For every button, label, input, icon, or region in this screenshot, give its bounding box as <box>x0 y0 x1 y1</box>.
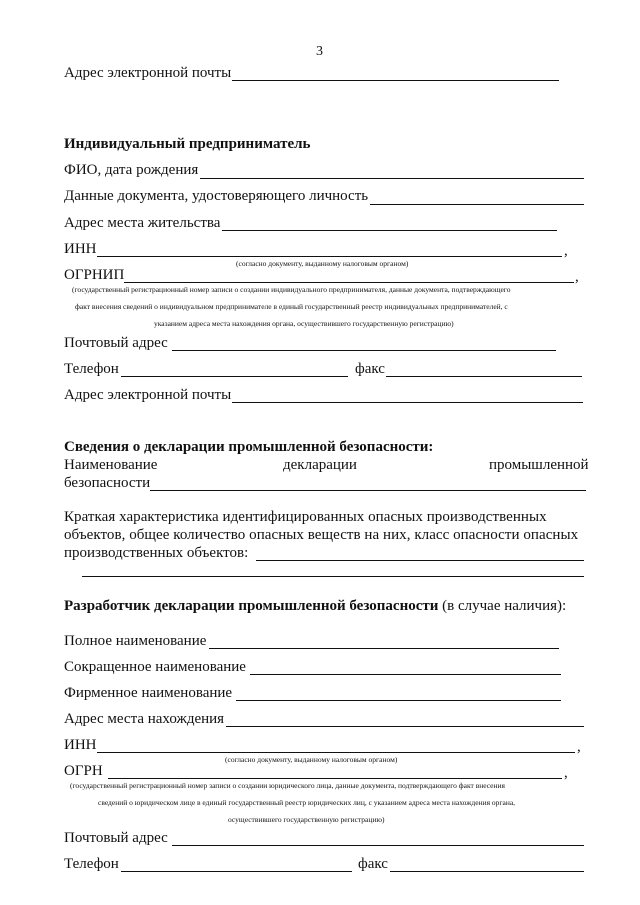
ip-postal-label: Почтовый адрес <box>64 335 168 351</box>
dev-brand-name-line[interactable] <box>236 700 561 701</box>
declaration-name-word-4: безопасности <box>64 475 151 491</box>
developer-heading-rest: (в случае наличия): <box>438 598 567 614</box>
declaration-brief-2: объектов, общее количество опасных веществ на них, класс опасности опасных <box>64 527 579 543</box>
dev-short-name-line[interactable] <box>250 674 561 675</box>
ip-fio-label: ФИО, дата рождения <box>64 162 199 178</box>
dev-inn-label: ИНН <box>64 737 97 753</box>
ip-fax-line[interactable] <box>386 376 582 377</box>
ip-phone-label: Телефон <box>64 361 119 377</box>
dev-phone-line[interactable] <box>121 871 352 872</box>
dev-location-label: Адрес места нахождения <box>64 711 225 727</box>
developer-heading-bold: Разработчик декларации промышленной безопасности <box>64 598 439 614</box>
dev-ogrn-label: ОГРН <box>64 763 103 779</box>
email-label-top: Адрес электронной почты <box>64 65 232 81</box>
dev-phone-label: Телефон <box>64 856 119 872</box>
ip-fax-label: факс <box>355 361 385 377</box>
dev-location-line[interactable] <box>226 726 584 727</box>
declaration-brief-1: Краткая характеристика идентифицированных опасных производственных <box>64 509 547 525</box>
declaration-brief-3: производственных объектов: <box>64 545 249 561</box>
dev-ogrn-comma: , <box>564 765 568 781</box>
ip-heading: Индивидуальный предприниматель <box>64 136 311 152</box>
ip-inn-note: (согласно документу, выданному налоговым органом) <box>236 259 409 268</box>
dev-ogrn-note-3: осуществившего государственную регистрацию) <box>228 815 385 824</box>
dev-fax-line[interactable] <box>390 871 584 872</box>
dev-brand-name-label: Фирменное наименование <box>64 685 233 701</box>
ip-email-label: Адрес электронной почты <box>64 387 232 403</box>
ip-ogrnip-note-2: факт внесения сведений о индивидуальном предпринимателе в единый государственный реестр индивидуальных предпринимателей, с <box>75 302 508 311</box>
dev-full-name-label: Полное наименование <box>64 633 207 649</box>
declaration-name-word-1: Наименование <box>64 457 158 473</box>
email-line-top[interactable] <box>232 80 559 81</box>
ip-postal-line[interactable] <box>172 350 556 351</box>
dev-postal-line[interactable] <box>172 845 584 846</box>
dev-inn-comma: , <box>577 739 581 755</box>
dev-inn-note: (согласно документу, выданному налоговым органом) <box>225 755 398 764</box>
dev-fax-label: факс <box>358 856 388 872</box>
developer-heading <box>64 597 566 615</box>
declaration-name-word-3: промышленной <box>489 457 589 473</box>
ip-inn-line[interactable] <box>97 256 562 257</box>
dev-ogrn-line[interactable] <box>108 778 562 779</box>
ip-residence-line[interactable] <box>222 230 557 231</box>
dev-full-name-line[interactable] <box>209 648 559 649</box>
declaration-brief-line-2[interactable] <box>82 576 584 577</box>
ip-email-line[interactable] <box>232 402 583 403</box>
page-number: 3 <box>316 44 323 59</box>
declaration-brief-line-1[interactable] <box>256 560 584 561</box>
ip-fio-line[interactable] <box>200 178 584 179</box>
dev-short-name-label: Сокращенное наименование <box>64 659 246 675</box>
ip-ogrnip-line[interactable] <box>124 282 574 283</box>
dev-postal-label: Почтовый адрес <box>64 830 168 846</box>
ip-doc-label: Данные документа, удостоверяющего личность <box>64 188 369 204</box>
ip-doc-line[interactable] <box>370 204 584 205</box>
dev-inn-line[interactable] <box>97 752 575 753</box>
ip-residence-label: Адрес места жительства <box>64 215 221 231</box>
ip-ogrnip-note-1: (государственный регистрационный номер записи о создании индивидуального предпринимателя, данные документа, подтверждающего <box>72 285 511 294</box>
declaration-name-line[interactable] <box>150 490 586 491</box>
ip-inn-label: ИНН <box>64 241 97 257</box>
declaration-name-word-2: декларации <box>283 457 357 473</box>
ip-ogrnip-note-3: указанием адреса места нахождения органа, осуществившего государственную регистрацию) <box>154 319 454 328</box>
declaration-heading: Сведения о декларации промышленной безопасности: <box>64 439 434 455</box>
dev-ogrn-note-2: сведений о юридическом лице в единый государственный реестр юридических лиц, с указанием адреса места нахождения органа, <box>98 798 516 807</box>
ip-phone-line[interactable] <box>121 376 348 377</box>
ip-ogrnip-label: ОГРНИП <box>64 267 125 283</box>
dev-ogrn-note-1: (государственный регистрационный номер записи о создании юридического лица, данные документа, подтверждающего факт внесения <box>70 781 505 790</box>
ip-inn-comma: , <box>564 243 568 259</box>
ip-ogrnip-comma: , <box>575 269 579 285</box>
